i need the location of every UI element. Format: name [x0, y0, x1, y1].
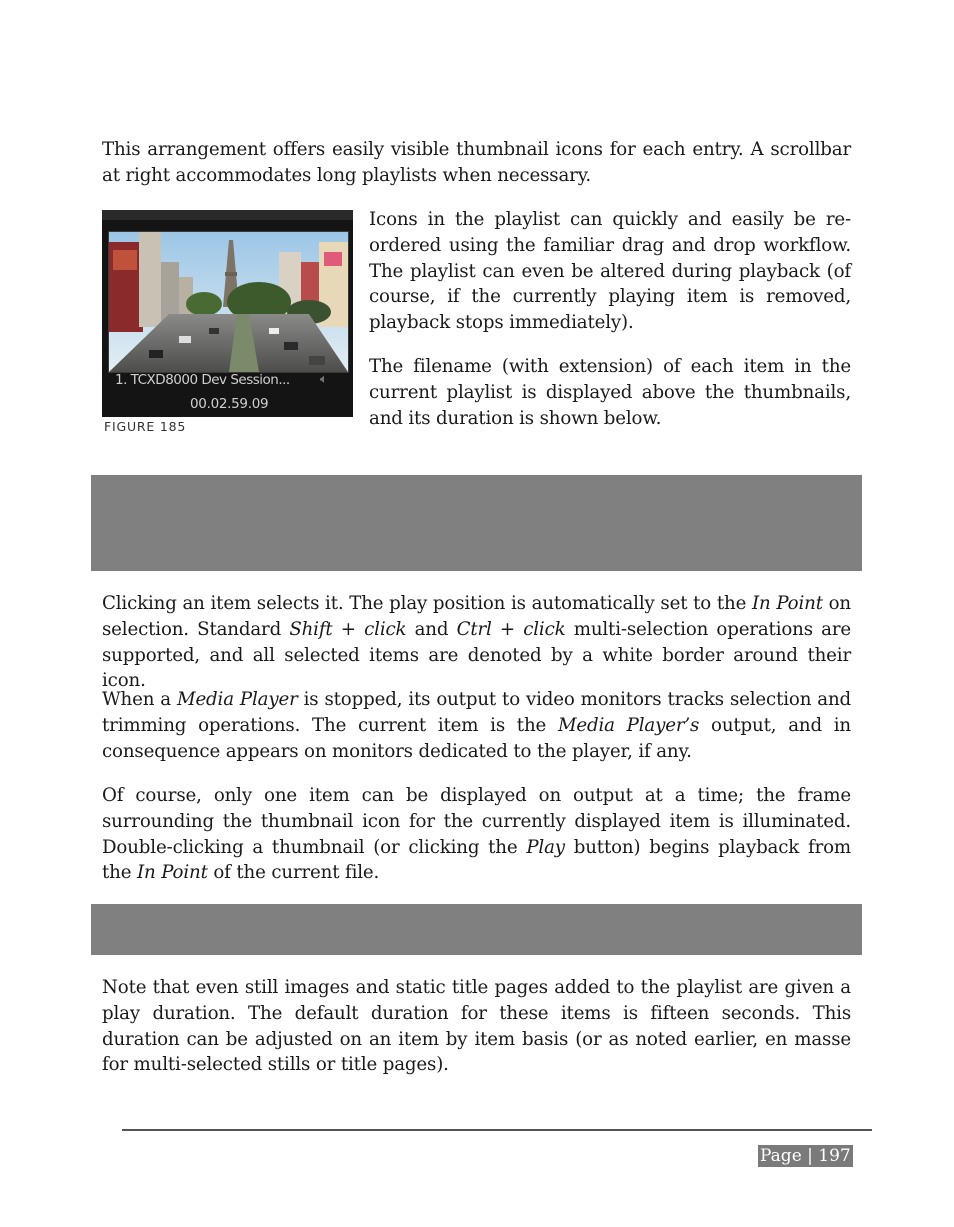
duration-paragraph: Note that even still images and static title pages added to the playlist are given a play duration. The default duration for these items is fifteen seconds. This duration can be adjusted on an item by item basis (or as noted earlier, en masse for multi-selected stills or title pages).: [102, 977, 851, 1076]
figure-top-bar: [102, 210, 353, 220]
footer-rule: [122, 1129, 872, 1131]
output-paragraph: Of course, only one item can be displayed on output at a time; the frame surrounding the thumbnail icon for the currently displayed item is illuminated. Double-clicking a thumbnail (or clicking the Play button) begins playback from the In Point of the current file.: [102, 785, 852, 884]
thumbnail-duration: 00.02.59.09: [190, 396, 269, 412]
speaker-icon: 🔈︎: [320, 372, 328, 387]
media-player-paragraph: When a Media Player is stopped, its output to video monitors tracks selection and trimming operations. The current item is the Media Player’s output, and in consequence appears on monitors dedicated to the player, if any.: [102, 689, 852, 762]
selection-paragraph: Clicking an item selects it. The play position is automatically set to the In Point on selection. Standard Shift + click and Ctrl + click multi-selection operations are supported, and all selected items are denoted by a white border around their icon.: [102, 593, 851, 692]
section-heading-band: [91, 475, 862, 571]
figure-caption: FIGURE 185: [104, 419, 187, 434]
subsection-heading-band: [91, 904, 862, 955]
drag-drop-paragraph: Icons in the playlist can quickly and easily be re-ordered using the familiar drag and drop workflow. The playlist can even be altered during playback (of course, if the currently playing item is removed, playback stops immediately).: [369, 209, 851, 334]
page-number: Page | 197: [760, 1146, 851, 1166]
intro-paragraph: This arrangement offers easily visible thumbnail icons for each entry. A scrollbar at right accommodates long playlists when necessary.: [102, 139, 851, 186]
filename-paragraph: The filename (with extension) of each item in the current playlist is displayed above the thumbnails, and its duration is shown below.: [369, 356, 851, 429]
thumbnail-image: [108, 231, 349, 373]
thumbnail-filename: 1. TCXD8000 Dev Session...: [115, 372, 290, 388]
